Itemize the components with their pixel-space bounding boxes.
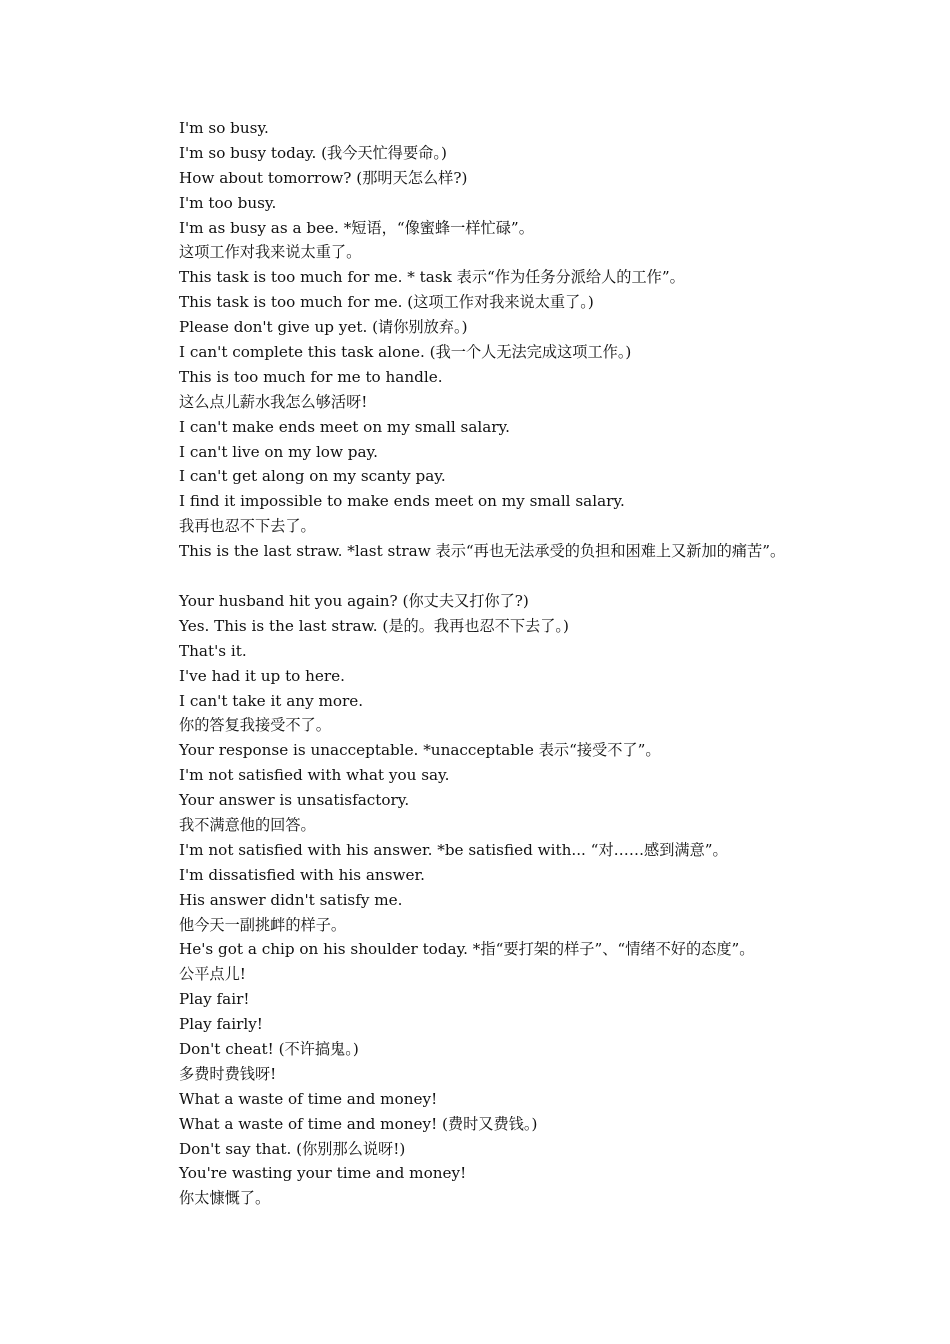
text-line: 你的答复我接受不了。	[179, 716, 331, 735]
text-line: Don't say that. (你别那么说呀!)	[179, 1139, 406, 1158]
text-line: That's it.	[179, 641, 247, 660]
text-line: 你太慷慨了。	[179, 1189, 271, 1208]
text-line: How about tomorrow? (那明天怎么样?)	[179, 168, 468, 187]
text-line: I've had it up to here.	[179, 666, 345, 685]
text-line-wrapped: This is the last straw. *last straw 表示“再也无法承受的负担和困难上又新加的痛苦”。	[179, 542, 786, 561]
text-line: This task is too much for me. * task 表示“作为任务分派给人的工作”。	[179, 268, 685, 287]
text-line: 他今天一副挑衅的样子。	[179, 915, 347, 934]
text-line: What a waste of time and money!	[179, 1089, 438, 1108]
text-line: Please don't give up yet. (请你别放弃。)	[179, 318, 468, 337]
text-line: You're wasting your time and money!	[179, 1164, 467, 1183]
text-line: Your husband hit you again? (你丈夫又打你了?)	[179, 591, 529, 610]
text-line: I'm not satisfied with what you say.	[179, 766, 450, 785]
text-line: Play fairly!	[179, 1015, 263, 1034]
text-line: I can't complete this task alone. (我一个人无法完成这项工作。)	[179, 343, 632, 362]
text-line: This task is too much for me. (这项工作对我来说太重了。)	[179, 293, 594, 312]
text-line: 多费时费钱呀!	[179, 1064, 277, 1083]
text-line: Play fair!	[179, 990, 250, 1009]
text-line: I can't make ends meet on my small salary.	[179, 417, 510, 436]
text-line: I'm so busy.	[179, 119, 269, 137]
text-line: I can't live on my low pay.	[179, 442, 378, 461]
text-line: I'm so busy today. (我今天忙得要命。)	[179, 143, 447, 162]
text-line: Your answer is unsatisfactory.	[179, 791, 410, 810]
text-line: Your response is unacceptable. *unacceptable 表示“接受不了”。	[179, 741, 661, 760]
text-line: Yes. This is the last straw. (是的。我再也忍不下去了。)	[179, 616, 569, 635]
text-line: I'm as busy as a bee. *短语，“像蜜蜂一样忙碌”。	[179, 218, 534, 237]
text-line: 这项工作对我来说太重了。	[179, 243, 362, 262]
text-line: 公平点儿!	[179, 965, 246, 984]
text-line: I'm too busy.	[179, 193, 277, 212]
text-line: I'm dissatisfied with his answer.	[179, 865, 425, 884]
text-line: 我不满意他的回答。	[179, 815, 316, 834]
text-line: I'm not satisfied with his answer. *be satisfied with... “对……感到满意”。	[179, 840, 728, 859]
text-line: I find it impossible to make ends meet on my small salary.	[179, 492, 625, 511]
text-line: I can't take it any more.	[179, 691, 364, 710]
text-line: What a waste of time and money! (费时又费钱。)	[179, 1114, 538, 1133]
text-line: 我再也忍不下去了。	[179, 517, 316, 536]
text-line: This is too much for me to handle.	[179, 367, 443, 386]
text-line: His answer didn't satisfy me.	[179, 890, 403, 909]
document-body	[144, 116, 808, 1211]
text-line: Don't cheat! (不许搞鬼。)	[179, 1039, 359, 1058]
text-line: 这么点儿薪水我怎么够活呀!	[179, 392, 368, 411]
text-line: I can't get along on my scanty pay.	[179, 467, 446, 486]
text-line: He's got a chip on his shoulder today. *指“要打架的样子”、“情绪不好的态度”。	[179, 940, 755, 959]
